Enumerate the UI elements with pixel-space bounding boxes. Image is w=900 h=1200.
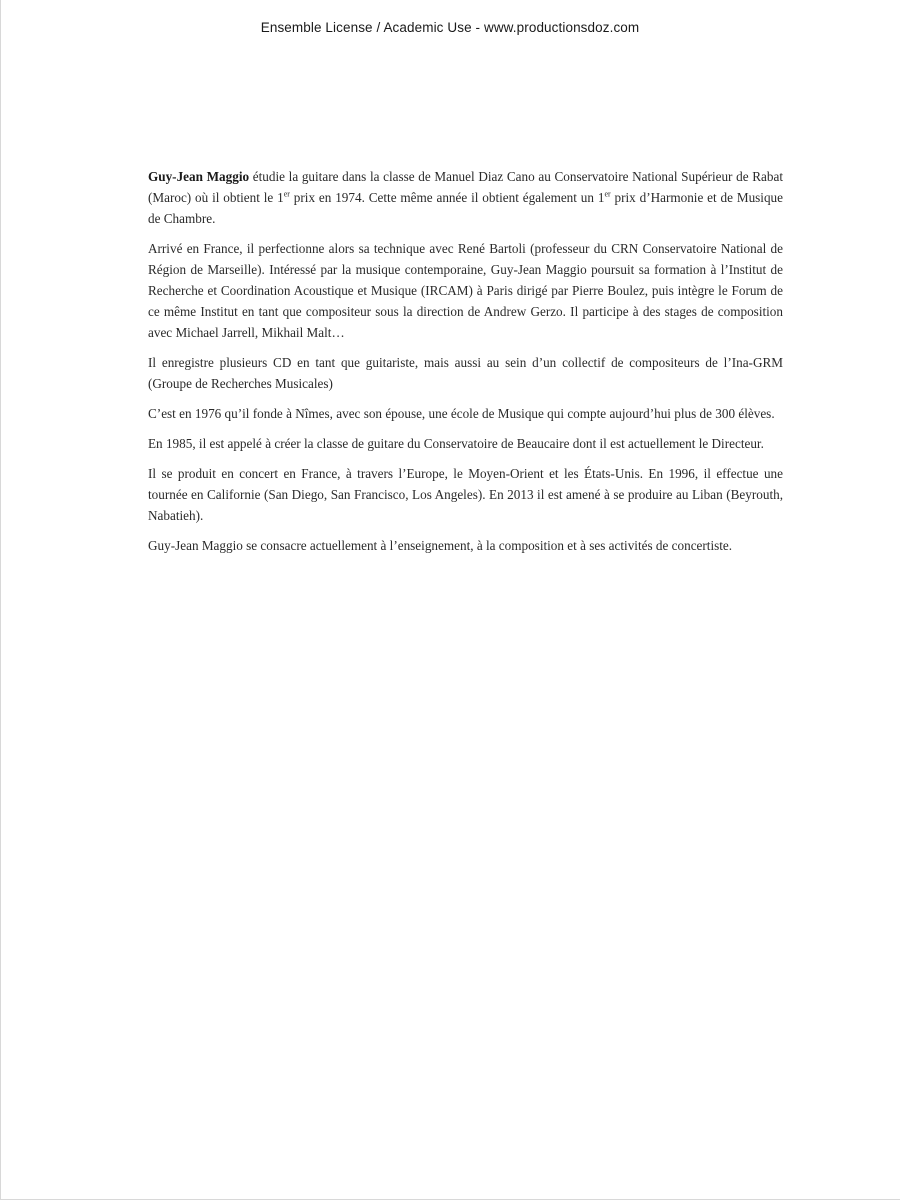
bio-paragraph-1-text-b: prix en 1974. Cette même année il obtient également un 1 xyxy=(289,190,605,205)
bio-paragraph-7: Guy-Jean Maggio se consacre actuellement à l’enseignement, à la composition et à ses activités de concertiste. xyxy=(148,538,733,553)
composer-name: Guy-Jean Maggio xyxy=(148,169,250,184)
bio-paragraph-5: En 1985, il est appelé à créer la classe de guitare du Conservatoire de Beaucaire dont il est actuellement le Directeur. xyxy=(148,436,764,451)
bio-paragraph-4: C’est en 1976 qu’il fonde à Nîmes, avec son épouse, une école de Musique qui compte aujourd’hui plus de 300 élèves. xyxy=(148,406,775,421)
bio-paragraph-1-text-c: prix d’Harmonie et de Musique de Chambre. xyxy=(148,190,784,226)
ordinal-suffix: er xyxy=(283,189,290,199)
page-left-border xyxy=(0,0,1,1200)
ordinal-suffix: er xyxy=(604,189,611,199)
bio-paragraph-1 xyxy=(148,166,783,229)
bio-paragraph-3: Il enregistre plusieurs CD en tant que guitariste, mais aussi au sein d’un collectif de compositeurs de l’Ina-GRM (Groupe de Recherches Musicales) xyxy=(148,355,783,391)
bio-paragraph-6: Il se produit en concert en France, à travers l’Europe, le Moyen-Orient et les États-Unis. En 1996, il effectue une tournée en Californie (San Diego, San Francisco, Los Angeles). En 2013 il est amené à se produire au Liban (Beyrouth, Nabatieh). xyxy=(148,466,783,523)
bio-paragraph-1-text-a: étudie la guitare dans la classe de Manuel Diaz Cano au Conservatoire National Supérieur de Rabat (Maroc) où il obtient le 1 xyxy=(148,169,783,205)
biography-text xyxy=(148,166,783,565)
bio-paragraph-2: Arrivé en France, il perfectionne alors sa technique avec René Bartoli (professeur du CRN Conservatoire National de Région de Marseille). Intéressé par la musique contemporaine, Guy-Jean Maggio poursuit sa formation à l’Institut de Recherche et Coordination Acoustique et Musique (IRCAM) à Paris dirigé par Pierre Boulez, puis intègre le Forum de ce même Institut en tant que compositeur sous la direction de Andrew Gerzo. Il participe à des stages de composition avec Michael Jarrell, Mikhail Malt… xyxy=(148,241,783,340)
license-header: Ensemble License / Academic Use - www.productionsdoz.com xyxy=(260,20,640,35)
